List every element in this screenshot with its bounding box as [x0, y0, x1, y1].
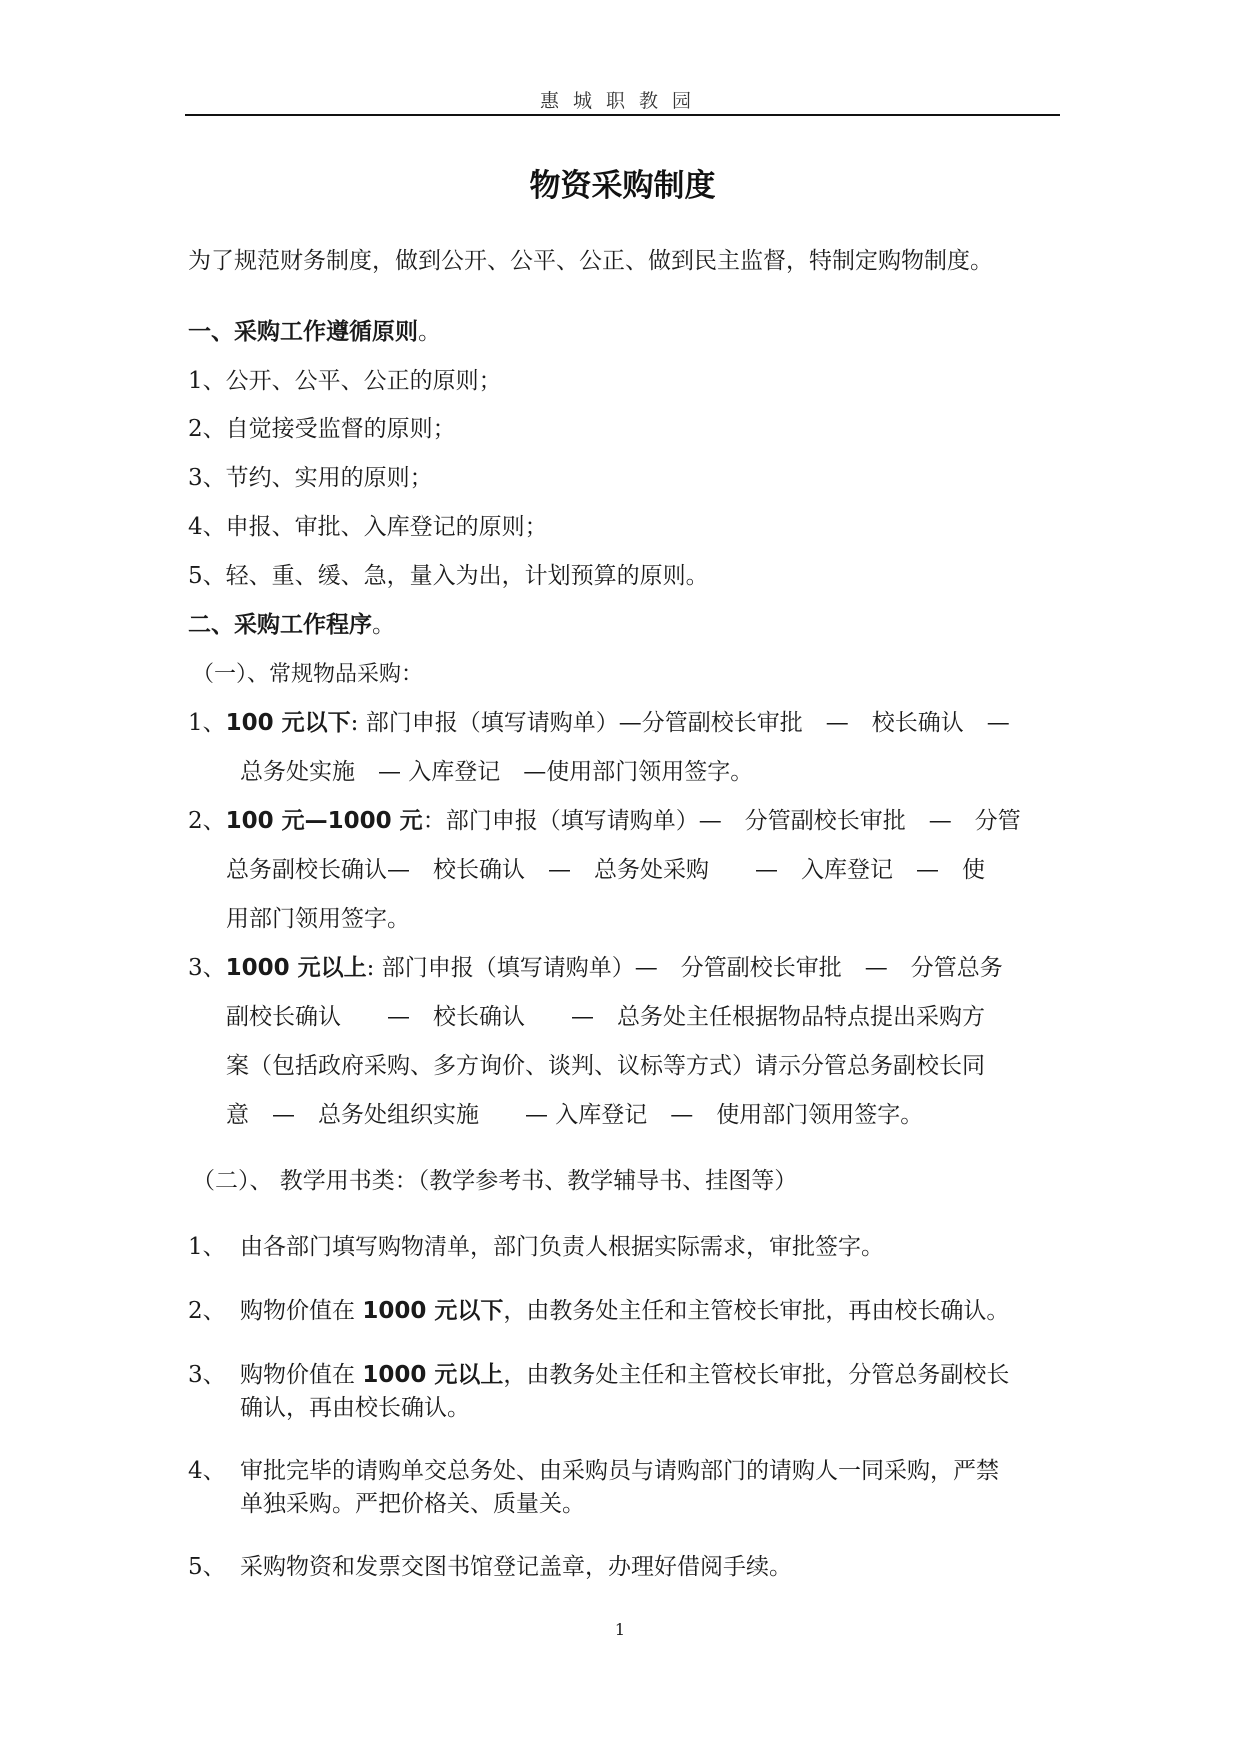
item-number: 3、 [188, 1362, 226, 1388]
price-tier: 100 元—1000 元 [225, 808, 423, 834]
book-item-text: ，由教务处主任和主管校长审批，分管总务副校长 [503, 1362, 1010, 1388]
book-item-text: ，由教务处主任和主管校长审批，再由校长确认。 [503, 1298, 1010, 1324]
principle-item: 2、自觉接受监督的原则； [188, 416, 456, 442]
procedure-item-2-cont: 总务副校长确认— 校长确认 — 总务处采购 — 入库登记 — 使 [226, 857, 985, 883]
book-item-3 [188, 1360, 1009, 1390]
book-item-2 [188, 1296, 1009, 1326]
subsection-1-heading: （一）、常规物品采购： [192, 662, 424, 687]
procedure-item-2 [188, 806, 1021, 836]
book-item-text: 采购物资和发票交图书馆登记盖章，办理好借阅手续。 [240, 1554, 792, 1580]
book-item-5 [188, 1552, 792, 1582]
book-item-text: 由各部门填写购物清单，部门负责人根据实际需求，审批签字。 [240, 1234, 884, 1260]
price-tier: 1000 元以下 [362, 1298, 504, 1324]
intro-paragraph: 为了规范财务制度，做到公开、公平、公正、做到民主监督，特制定购物制度。 [188, 248, 993, 274]
item-number: 2、 [188, 1298, 226, 1324]
item-number: 1、 [188, 710, 226, 736]
book-item-text: 审批完毕的请购单交总务处、由采购员与请购部门的请购人一同采购，严禁 [240, 1458, 999, 1484]
procedure-item-1-cont: 总务处实施 — 入库登记 —使用部门领用签字。 [240, 759, 754, 785]
page-number: 1 [614, 1620, 626, 1639]
principle-item: 1、公开、公平、公正的原则； [188, 368, 502, 394]
procedure-item-3-cont: 副校长确认 — 校长确认 — 总务处主任根据物品特点提出采购方 [226, 1004, 985, 1030]
procedure-text: ：部门申报（填写请购单）— 分管副校长审批 — 分管 [422, 808, 1021, 834]
procedure-item-3 [188, 953, 1003, 983]
section-2-heading-tail: 。 [372, 612, 395, 638]
procedure-item-3-cont: 案（包括政府采购、多方询价、谈判、议标等方式）请示分管总务副校长同 [226, 1053, 985, 1079]
book-item-text: 购物价值在 [240, 1298, 363, 1324]
price-tier: 1000 元以上 [362, 1362, 504, 1388]
principle-item: 4、申报、审批、入库登记的原则； [188, 514, 548, 540]
procedure-item-3-cont: 意 — 总务处组织实施 — 入库登记 — 使用部门领用签字。 [226, 1102, 924, 1128]
book-item-4 [188, 1456, 999, 1486]
section-1-heading-tail: 。 [418, 319, 441, 345]
page-header: 惠城职教园 [539, 90, 705, 112]
section-1-heading [188, 317, 441, 347]
book-item-text: 购物价值在 [240, 1362, 363, 1388]
section-2-heading-text: 二、采购工作程序 [188, 612, 372, 638]
price-tier: 1000 元以上 [225, 955, 367, 981]
item-number: 4、 [188, 1458, 226, 1484]
item-number: 2、 [188, 808, 226, 834]
principle-item: 3、节约、实用的原则； [188, 465, 433, 491]
procedure-item-1 [188, 708, 1010, 738]
header-rule [185, 114, 1060, 116]
document-title: 物资采购制度 [529, 168, 716, 204]
price-tier: 100 元以下 [225, 710, 351, 736]
item-number: 5、 [188, 1554, 226, 1580]
book-item-3-cont: 确认，再由校长确认。 [240, 1395, 470, 1421]
item-number: 1、 [188, 1234, 226, 1260]
procedure-item-2-cont: 用部门领用签字。 [226, 906, 410, 932]
book-item-4-cont: 单独采购。严把价格关、质量关。 [240, 1491, 585, 1517]
principle-item: 5、轻、重、缓、急，量入为出，计划预算的原则。 [188, 563, 709, 589]
item-number: 3、 [188, 955, 226, 981]
book-item-1 [188, 1232, 884, 1262]
procedure-text: : 部门申报（填写请购单）—分管副校长审批 — 校长确认 — [350, 710, 1010, 736]
section-1-heading-text: 一、采购工作遵循原则 [188, 319, 418, 345]
section-2-heading [188, 610, 395, 640]
subsection-2-heading: （二）、 教学用书类：（教学参考书、教学辅导书、挂图等） [192, 1168, 798, 1194]
procedure-text: : 部门申报（填写请购单）— 分管副校长审批 — 分管总务 [366, 955, 1003, 981]
